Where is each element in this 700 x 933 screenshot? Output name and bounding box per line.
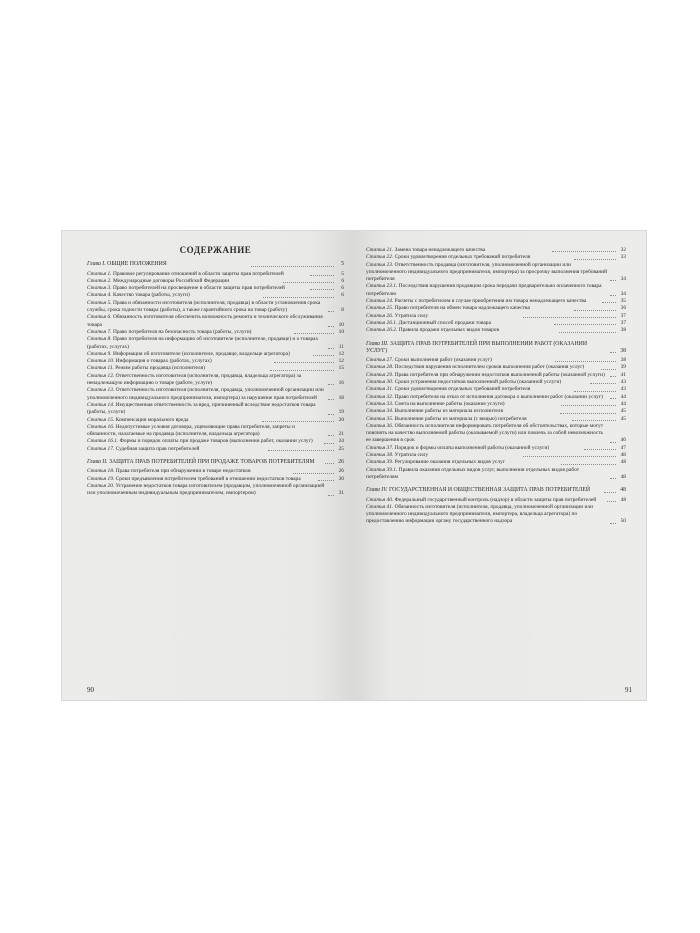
toc-entry	[87, 387, 344, 402]
article-title: Режим работы продавца (исполнителя)	[115, 365, 205, 372]
article-label: Статья 23.	[366, 261, 394, 268]
article-label: Статья 26.	[366, 312, 394, 319]
article-title: Сроки устранения недостатков выполненной работы (оказанной услуги)	[394, 379, 562, 386]
toc-page-number: 25	[338, 445, 344, 452]
leader-dots	[574, 391, 616, 392]
toc-entry-text	[366, 497, 605, 504]
toc-page-number: 30	[338, 475, 344, 482]
toc-entry-text	[366, 341, 608, 356]
toc-page-number: 15	[338, 365, 345, 372]
leader-dots	[610, 398, 616, 399]
article-label: Статья 24.	[366, 298, 394, 305]
toc-entry-text	[366, 504, 608, 526]
article-title: Регулирование оказания отдельных видов услуг	[394, 459, 505, 466]
article-label: Статья 39.	[366, 459, 394, 466]
leader-dots	[328, 311, 334, 312]
article-label: Статья 40.	[366, 496, 394, 503]
toc-entry-text	[87, 373, 326, 388]
article-title: Сроки выполнения работ (оказания услуг)	[394, 357, 492, 364]
leader-dots	[251, 266, 334, 267]
article-title: Устранение недостатков товара изготовителем (продавцом, уполномоченной организацией или уполномоченным индивидуальным предпринимателем, импортером)	[87, 482, 325, 497]
leader-dots	[274, 362, 334, 363]
leader-dots	[572, 420, 616, 421]
leader-dots	[328, 495, 334, 496]
toc-entry-text	[366, 305, 572, 312]
toc-page-number: 12	[338, 350, 345, 357]
leader-dots	[310, 289, 334, 290]
toc-page-number: 38	[620, 347, 626, 354]
leader-dots	[584, 449, 616, 450]
article-label: Статья 5.	[87, 299, 112, 306]
leader-dots	[561, 464, 616, 465]
article-label: Статья 20.	[87, 482, 115, 489]
toc-entry	[366, 467, 626, 482]
toc-entry	[87, 402, 344, 417]
article-title: Формы и порядок оплаты при продаже товаров (выполнении работ, оказании услуг)	[119, 438, 313, 445]
toc-entry	[87, 468, 344, 475]
toc-entry-text	[366, 364, 599, 371]
leader-dots	[610, 280, 616, 281]
toc-page-number: 44	[620, 400, 626, 407]
toc-entry	[87, 438, 344, 445]
article-label: Статья 30.	[366, 379, 394, 386]
leader-dots	[328, 435, 334, 436]
toc-entry	[366, 313, 626, 320]
article-label: Статья 26.2.	[366, 327, 398, 334]
leader-dots	[328, 384, 334, 385]
toc-entry-text	[366, 423, 608, 445]
leader-dots	[610, 352, 616, 353]
article-label: Статья 14.	[87, 401, 115, 408]
article-label: Статья 13.	[87, 387, 115, 394]
toc-entry-text	[87, 438, 322, 445]
toc-page-number: 48	[620, 473, 626, 480]
leader-dots	[554, 324, 616, 325]
article-label: Статья 21.	[366, 247, 394, 253]
leader-dots	[310, 275, 334, 276]
article-label: Статья 29.	[366, 371, 394, 378]
leader-dots	[328, 414, 334, 415]
article-title: Право потребителей на просвещение в области защиты прав потребителей	[112, 285, 285, 292]
article-title: Права и обязанности изготовителя (исполнителя, продавца) в области установления срока службы, срока годности товара (работы), а также гарантийного срока на товар (работу)	[87, 299, 321, 314]
toc-page-number: 10	[338, 328, 345, 335]
leader-dots	[523, 317, 616, 318]
article-label: Статья 9.	[87, 350, 112, 357]
toc-page-number: 34	[620, 276, 626, 283]
toc-entry	[366, 327, 626, 334]
article-title: Замена товара ненадлежащего качества	[394, 247, 486, 253]
article-label: Статья 36.	[366, 422, 394, 429]
leader-dots	[325, 463, 334, 464]
toc-entry-text	[366, 452, 521, 459]
article-title: Право потребителя на обмен товара надлежащего качества	[394, 305, 530, 312]
article-title: Федеральный государственный контроль (надзор) в области защиты прав потребителей	[394, 496, 597, 503]
toc-entry	[87, 373, 344, 388]
article-title: Недопустимые условия договора, ущемляющие права потребителя, запреты и обязанности, налагаемые на продавца (исполнителя, владельца агрегатора)	[87, 423, 295, 438]
toc-entry-text	[87, 365, 268, 372]
article-label: Статья 39.1.	[366, 466, 398, 473]
leader-dots	[602, 302, 616, 303]
leader-dots	[560, 413, 616, 414]
leader-dots	[328, 326, 334, 327]
article-label: Статья 3.	[87, 285, 112, 292]
toc-entry-text	[87, 483, 326, 498]
article-title: Дистанционный способ продажи товара	[398, 319, 491, 326]
toc-page-number: 26	[338, 468, 344, 475]
toc-page-number: 10	[338, 321, 344, 328]
toc-entry-text	[87, 292, 261, 299]
toc-entry-text	[366, 487, 602, 494]
article-label: Статья 33.	[366, 400, 394, 407]
article-label: Статья 16.1.	[87, 438, 119, 445]
article-label: Статья 31.	[366, 386, 394, 393]
toc-page-number: 6	[341, 292, 344, 299]
toc-chapter	[87, 261, 344, 268]
right-toc	[366, 247, 626, 526]
toc-entry-text	[87, 261, 249, 268]
chapter-title: ГОСУДАРСТВЕННАЯ И ОБЩЕСТВЕННАЯ ЗАЩИТА ПРАВ ПОТРЕБИТЕЛЕЙ	[388, 487, 591, 494]
toc-entry	[366, 320, 626, 327]
toc-entry	[87, 314, 344, 329]
article-label: Статья 17.	[87, 445, 115, 452]
toc-page-number: 19	[338, 409, 344, 416]
page-number-right: 91	[625, 686, 632, 694]
article-label: Статья 10.	[87, 358, 115, 365]
toc-entry-text	[87, 271, 308, 278]
leader-dots	[324, 443, 334, 444]
article-label: Статья 18.	[87, 468, 115, 475]
toc-page-number: 6	[341, 285, 344, 292]
article-title: Качество товара (работы, услуги)	[112, 292, 190, 299]
toc-entry-text	[87, 300, 326, 315]
article-label: Статья 12.	[87, 372, 115, 379]
article-title: Обязанность изготовителя (исполнителя, продавца, уполномоченной организации или уполномоченного индивидуального предпринимателя, импортера, владельца агрегатора) по предоставлению информации органу государственного надзора	[366, 503, 593, 525]
toc-page-number: 20	[338, 416, 345, 423]
article-title: Последствия нарушения исполнителем сроков выполнения работ (оказания услуг)	[394, 364, 585, 371]
toc-page-number: 11	[338, 343, 344, 350]
toc-page-number: 12	[338, 358, 344, 365]
leader-dots	[263, 297, 334, 298]
leader-dots	[262, 421, 334, 422]
toc-entry	[366, 459, 626, 466]
article-label: Статья 35.	[366, 415, 394, 422]
toc-page-number: 48	[620, 452, 626, 459]
article-label: Статья 41.	[366, 503, 394, 510]
toc-entry-text	[87, 417, 260, 424]
article-title: Утратила силу	[394, 312, 429, 319]
article-label: Статья 27.	[366, 357, 394, 364]
toc-page-number: 44	[620, 393, 626, 400]
article-label: Статья 8.	[87, 336, 112, 343]
toc-entry	[366, 254, 626, 261]
article-title: Международные договоры Российской Федерации	[112, 277, 230, 284]
article-title: Смета на выполнение работы (оказание услуги)	[394, 400, 505, 407]
article-title: Ответственность продавца (изготовителя, уполномоченной организации или уполномоченного индивидуального предпринимателя, импортера) за просрочку выполнения требований потребителя	[366, 261, 608, 283]
toc-entry	[366, 283, 626, 298]
toc-page-number: 34	[620, 290, 626, 297]
toc-entry	[366, 445, 626, 452]
toc-entry	[87, 476, 344, 483]
toc-entry	[87, 417, 344, 424]
toc-page-number: 8	[341, 307, 344, 314]
article-title: Сроки удовлетворения отдельных требований потребителя	[394, 254, 531, 261]
toc-page-number: 50	[620, 518, 626, 525]
leader-dots	[561, 405, 616, 406]
article-label: Статья 32.	[366, 393, 394, 400]
article-title: Компенсация морального вреда	[115, 416, 189, 423]
leader-dots	[294, 333, 334, 334]
article-title: Расчеты с потребителем в случае приобретения им товара ненадлежащего качества	[394, 298, 587, 305]
toc-page-number: 6	[341, 277, 345, 284]
toc-page-number: 18	[338, 394, 344, 401]
toc-entry-text	[87, 468, 291, 475]
leader-dots	[293, 473, 334, 474]
leader-dots	[610, 442, 616, 443]
toc-page-number: 26	[338, 459, 345, 466]
toc-page-number: 5	[341, 261, 345, 268]
article-title: Последствия нарушения продавцом срока передачи предварительно оплаченного товара потребителю	[366, 283, 602, 297]
article-title: Порядок и формы оплаты выполненной работы (оказанной услуги)	[394, 444, 550, 451]
toc-page-number: 46	[620, 437, 626, 444]
leader-dots	[313, 355, 334, 356]
toc-entry-text	[366, 459, 559, 466]
toc-entry-text	[366, 320, 552, 327]
leader-dots	[523, 456, 616, 457]
article-label: Статья 16.	[87, 423, 115, 430]
article-title: Правовое регулирование отношений в области защиты прав потребителей	[112, 270, 284, 277]
leader-dots	[607, 501, 616, 502]
toc-page-number: 39	[620, 364, 626, 371]
article-title: Правила продажи отдельных видов товаров	[398, 327, 500, 334]
article-title: Информация о товарах (работах, услугах)	[115, 358, 212, 365]
leader-dots	[610, 478, 616, 479]
article-label: Статья 11.	[87, 365, 114, 372]
toc-page-number: 24	[338, 438, 344, 445]
article-label: Статья 2.	[87, 277, 112, 284]
article-label: Статья 28.	[366, 364, 394, 371]
toc-page-number: 43	[620, 386, 626, 393]
toc-entry	[366, 305, 626, 312]
page-number-left: 90	[87, 686, 94, 694]
article-label: Статья 15.	[87, 416, 115, 423]
toc-entry-text	[366, 408, 558, 415]
toc-list-left	[87, 261, 344, 497]
toc-page-number: 43	[620, 379, 627, 386]
toc-entry-text	[366, 254, 572, 261]
toc-page-number: 35	[620, 298, 626, 305]
article-title: Ответственность изготовителя (исполнителя, продавца, уполномоченной организации или уполномоченного индивидуального предпринимателя, импортера) за нарушение прав потребителей	[87, 387, 324, 401]
toc-entry-text	[366, 313, 521, 320]
toc-page-number: 48	[620, 496, 627, 503]
toc-entry	[366, 364, 626, 371]
article-label: Статья 6.	[87, 314, 112, 321]
toc-page-number: 37	[620, 312, 626, 319]
toc-entry-text	[366, 262, 608, 284]
toc-entry-text	[366, 467, 608, 482]
article-title: Права потребителя при обнаружении недостатков выполненной работы (оказанной услуги)	[394, 371, 605, 378]
article-label: Статья 38.	[366, 452, 394, 459]
chapter-label: Глава IV.	[366, 487, 388, 494]
toc-entry-text	[366, 416, 570, 423]
toc-entry	[87, 424, 344, 439]
leader-dots	[552, 251, 616, 252]
toc-entry	[366, 394, 626, 401]
leader-dots	[328, 399, 334, 400]
toc-page-number: 38	[620, 327, 627, 334]
toc-entry-text	[366, 283, 608, 298]
leader-dots	[318, 480, 334, 481]
toc-entry-text	[87, 402, 326, 417]
article-title: Сроки удовлетворения отдельных требований потребителя	[394, 386, 531, 393]
article-label: Статья 1.	[87, 270, 112, 277]
leader-dots	[555, 361, 616, 362]
toc-page-number: 41	[620, 371, 626, 378]
article-label: Статья 22.	[366, 254, 394, 261]
article-label: Статья 26.1.	[366, 319, 398, 326]
article-title: Права потребителя при обнаружении в товаре недостатков	[115, 468, 251, 475]
article-label: Статья 19.	[87, 475, 115, 482]
toc-entry	[366, 497, 626, 504]
toc-page-number: 45	[620, 408, 626, 415]
toc-page-number: 21	[338, 431, 344, 438]
article-title: Информация об изготовителе (исполнителе, продавце, владельце агрегатора)	[112, 350, 290, 357]
toc-entry-text	[366, 386, 572, 393]
toc-page-number: 31	[338, 490, 344, 497]
toc-list-right	[366, 247, 626, 526]
toc-page-number: 37	[620, 319, 627, 326]
toc-entry-text	[87, 459, 323, 466]
page-title: СОДЕРЖАНИЕ	[179, 245, 252, 255]
leader-dots	[574, 259, 616, 260]
toc-entry	[366, 262, 626, 284]
leader-dots	[604, 492, 616, 493]
article-title: Ответственность изготовителя (исполнителя, продавца, владельца агрегатора) за ненадлежащую информацию о товаре (работе, услуге)	[87, 372, 302, 387]
article-title: Выполнение работы из материала исполнителя	[394, 408, 503, 415]
chapter-label: Глава III.	[366, 340, 389, 347]
toc-page-number: 48	[620, 487, 627, 494]
article-label: Статья 7.	[87, 328, 112, 335]
article-title: Обязанность изготовителя обеспечить возможность ремонта и технического обслуживания товара	[87, 314, 323, 328]
chapter-title: ЗАЩИТА ПРАВ ПОТРЕБИТЕЛЕЙ ПРИ ПРОДАЖЕ ТОВАРОВ ПОТРЕБИТЕЛЯМ	[109, 459, 315, 466]
toc-entry	[366, 504, 626, 526]
chapter-title: ОБЩИЕ ПОЛОЖЕНИЯ	[107, 261, 167, 268]
leader-dots	[601, 369, 616, 370]
chapter-label: Глава I.	[87, 261, 106, 268]
toc-entry	[366, 452, 626, 459]
toc-page-number: 36	[620, 305, 627, 312]
toc-page-number: 16	[338, 380, 344, 387]
toc-entry	[87, 365, 344, 372]
leader-dots	[610, 295, 616, 296]
toc-entry-text	[87, 336, 326, 351]
toc-entry	[366, 372, 626, 379]
toc-entry	[366, 423, 626, 445]
article-title: Право потребителя на безопасность товара (работы, услуги)	[112, 328, 252, 335]
toc-chapter	[366, 487, 626, 494]
leader-dots	[328, 348, 334, 349]
article-label: Статья 23.1.	[366, 283, 398, 290]
toc-entry	[87, 300, 344, 315]
leader-dots	[590, 383, 616, 384]
toc-entry	[87, 271, 344, 278]
toc-entry	[366, 416, 626, 423]
toc-entry	[87, 292, 344, 299]
article-label: Статья 25.	[366, 305, 394, 312]
leader-dots	[559, 332, 617, 333]
toc-page-number: 5	[341, 270, 344, 277]
left-page	[62, 231, 354, 700]
leader-dots	[610, 376, 616, 377]
right-page	[354, 231, 646, 700]
toc-entry	[87, 336, 344, 351]
book-spread	[62, 231, 646, 700]
article-label: Статья 34.	[366, 408, 394, 415]
article-title: Право потребителя на отказ от исполнения договора о выполнении работ (оказании услуг)	[394, 393, 603, 400]
toc-entry-text	[87, 476, 316, 483]
toc-entry	[87, 446, 344, 453]
leader-dots	[610, 523, 616, 524]
article-title: Утратила силу	[394, 452, 429, 459]
toc-entry-text	[366, 445, 582, 452]
toc-chapter	[366, 341, 626, 356]
leader-dots	[574, 310, 616, 311]
article-title: Правила оказания отдельных видов услуг, выполнения отдельных видов работ потребителям	[366, 466, 580, 480]
chapter-title: ЗАЩИТА ПРАВ ПОТРЕБИТЕЛЕЙ ПРИ ВЫПОЛНЕНИИ РАБОТ (ОКАЗАНИИ УСЛУГ)	[366, 340, 588, 354]
article-title: Выполнение работы из материала (с вещью) потребителя	[394, 415, 527, 422]
toc-entry	[87, 483, 344, 498]
leader-dots	[270, 370, 334, 371]
article-title: Право потребителя на информацию об изготовителе (исполнителе, продавце) и о товарах (работах, услугах)	[87, 336, 319, 350]
toc-chapter	[87, 459, 344, 466]
leader-dots	[268, 450, 334, 451]
toc-entry-text	[87, 424, 326, 439]
article-label: Статья 4.	[87, 292, 112, 299]
left-toc	[87, 247, 344, 498]
toc-page-number: 47	[620, 444, 626, 451]
toc-page-number: 32	[620, 247, 627, 253]
toc-page-number: 45	[620, 415, 626, 422]
article-title: Обязанность исполнителя информировать потребителя об обстоятельствах, которые могут повлиять на качество выполняемой работы (оказываемой услуги) или повлечь за собой невозможность ее завершения в срок	[366, 422, 604, 444]
toc-entry-text	[366, 394, 608, 401]
toc-page-number: 38	[620, 357, 627, 364]
toc-entry-text	[87, 387, 326, 402]
toc-entry	[366, 408, 626, 415]
article-title: Судебная защита прав потребителей	[115, 445, 200, 452]
toc-entry-text	[87, 446, 266, 453]
toc-entry	[366, 386, 626, 393]
toc-page-number: 33	[620, 254, 626, 261]
article-title: Имущественная ответственность за вред, причиненный вследствие недостатков товара (работы, услуги)	[87, 401, 316, 416]
leader-dots	[283, 282, 334, 283]
article-label: Статья 37.	[366, 444, 394, 451]
toc-page-number: 48	[620, 459, 627, 466]
article-title: Сроки предъявления потребителем требований в отношении недостатков товара	[115, 475, 301, 482]
chapter-label: Глава II.	[87, 459, 108, 466]
toc-entry-text	[366, 372, 608, 379]
toc-entry-text	[366, 327, 557, 334]
toc-entry-text	[87, 314, 326, 329]
